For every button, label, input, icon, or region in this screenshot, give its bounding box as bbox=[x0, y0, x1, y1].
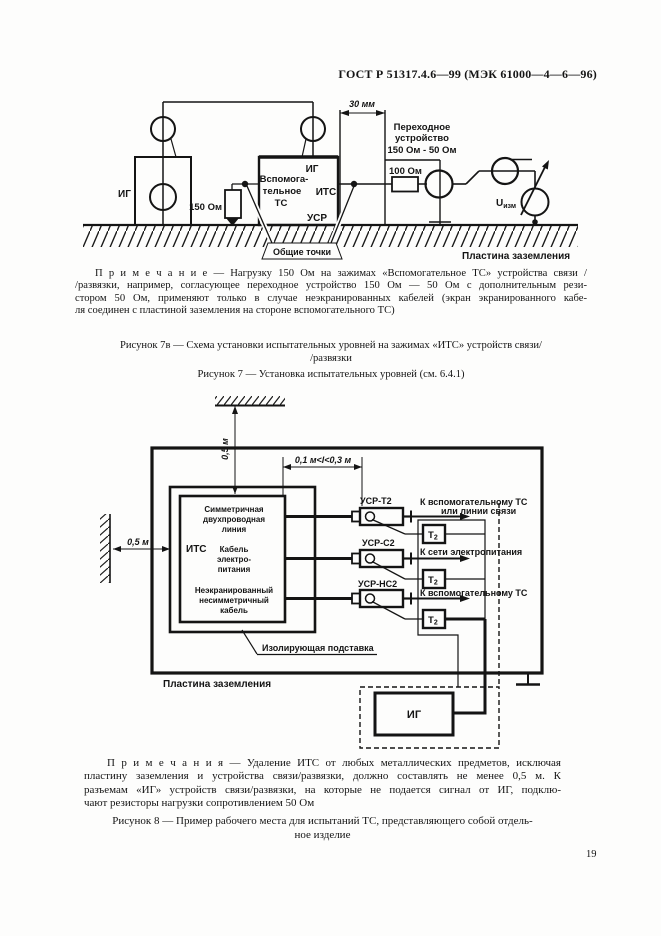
label-usr-ns2: УСР-НС2 bbox=[358, 579, 398, 589]
dimension-ceiling bbox=[232, 406, 238, 494]
figure7v-note bbox=[75, 268, 587, 318]
note-line: чают резисторы нагрузки сопротивлением 50 Ом bbox=[84, 797, 315, 810]
label-its-8: ИТС bbox=[186, 544, 207, 555]
t2-sub: 2 bbox=[433, 534, 438, 542]
figure8-notes bbox=[84, 757, 561, 811]
note-line: стором 50 Ом, применяют только в случае неэкранированных кабелей (экран экранированного кабе- bbox=[75, 292, 587, 304]
label-usr-port: УСР bbox=[306, 213, 328, 224]
figure7v-caption bbox=[75, 340, 587, 365]
caption-line: Рисунок 8 — Пример рабочего места для испытаний ТС, представляющего собой отдель- bbox=[112, 815, 533, 827]
note-line: разъемам «ИГ» устройств связи/развязки, на которые не подается сигнал от ИГ, подклю- bbox=[84, 783, 561, 796]
figure8-caption bbox=[84, 815, 561, 842]
label-its-port: ИТС bbox=[315, 187, 337, 198]
label-common-points: Общие точки bbox=[272, 247, 332, 257]
label-aux-2: тельное bbox=[262, 186, 302, 197]
note-line: /развязки, например, согласующее переходное устройство 150 Ом — 50 Ом с дополнительным рези- bbox=[75, 280, 587, 292]
label-sym-line-2: двухпроводная bbox=[202, 515, 266, 524]
note-line: П р и м е ч а н и я — Удаление ИТС от любых металлических предметов, исключая bbox=[107, 757, 561, 769]
figure-8-diagram bbox=[0, 385, 661, 763]
label-power-cable-1: Кабель bbox=[219, 545, 249, 554]
earth-symbol bbox=[516, 673, 540, 685]
cable-type-labels bbox=[195, 505, 273, 615]
label-aux-1: Вспомога- bbox=[259, 174, 309, 185]
label-dim-length: 0,1 м<l<0,3 м bbox=[294, 455, 352, 465]
u-izm-sub: изм bbox=[503, 203, 517, 210]
t2-base: Т bbox=[428, 530, 434, 541]
cables bbox=[285, 517, 352, 599]
auxiliary-tc-box bbox=[259, 117, 338, 225]
label-transition-1: Переходное bbox=[393, 122, 451, 133]
u-izm-base: U bbox=[496, 198, 504, 209]
t2-sub: 2 bbox=[433, 619, 438, 627]
label-to-comm-line: или линии связи bbox=[441, 506, 517, 516]
label-aux-3: ТС bbox=[274, 198, 288, 209]
label-sym-line-1: Симметричная bbox=[204, 505, 264, 514]
voltmeter bbox=[521, 160, 549, 216]
wall-hatch bbox=[100, 514, 110, 583]
label-unshielded-3: кабель bbox=[220, 606, 248, 615]
transition-device bbox=[392, 158, 518, 198]
caption-line: Рисунок 7в — Схема установки испытательных уровней на зажимах «ИТС» устройств связи/ bbox=[120, 340, 542, 351]
dimension-30mm bbox=[340, 110, 385, 116]
label-dim-30mm: 30 мм bbox=[349, 99, 375, 109]
label-to-aux-tc-1: К вспомогательному ТС bbox=[420, 497, 528, 507]
label-power-cable-2: электро- bbox=[216, 555, 252, 564]
figure-7v-diagram bbox=[0, 90, 661, 275]
t2-base: Т bbox=[428, 575, 434, 586]
label-usr-t2: УСР-Т2 bbox=[360, 496, 392, 506]
label-unshielded-2: несимметричный bbox=[199, 596, 269, 605]
page-header: ГОСТ Р 51317.4.6—99 (МЭК 61000—4—6—96) bbox=[338, 67, 597, 81]
caption-line: /развязки bbox=[310, 352, 352, 364]
caption-line: ное изделие bbox=[294, 828, 351, 841]
t2-terminator-1 bbox=[423, 525, 445, 543]
t2-base: Т bbox=[428, 615, 434, 626]
label-to-mains: К сети электропитания bbox=[420, 547, 523, 557]
label-dim-ceiling: 0,5 м bbox=[220, 438, 230, 460]
label-ground-plate: Пластина заземления bbox=[462, 251, 571, 262]
label-power-cable-3: питания bbox=[217, 565, 251, 574]
label-150ohm: 150 Ом bbox=[189, 202, 222, 213]
label-dim-wall: 0,5 м bbox=[127, 537, 149, 547]
note-line: П р и м е ч а н и е — Нагрузку 150 Ом на зажимах «Вспомогательное ТС» устройства связи / bbox=[95, 268, 587, 279]
resistor-150 bbox=[225, 190, 241, 226]
label-usr-c2: УСР-С2 bbox=[362, 538, 395, 548]
label-transition-3: 150 Ом - 50 Ом bbox=[387, 145, 457, 156]
label-insulating-support: Изолирующая подставка bbox=[262, 643, 374, 653]
label-ground-plate-8: Пластина заземления bbox=[163, 679, 272, 690]
page-number: 19 bbox=[586, 849, 597, 860]
figure7-caption: Рисунок 7 — Установка испытательных уровней (см. 6.4.1) bbox=[197, 369, 465, 380]
t2-terminator-2 bbox=[423, 570, 445, 588]
label-ig-8: ИГ bbox=[406, 709, 422, 721]
label-u-izm bbox=[496, 198, 516, 210]
note-line: ля соединен с пластиной заземления на стороне вспомогательного ТС) bbox=[75, 305, 395, 317]
label-ig-port: ИГ bbox=[305, 164, 319, 175]
t2-sub: 2 bbox=[433, 579, 438, 587]
label-unshielded-1: Неэкранированный bbox=[194, 586, 274, 595]
ceiling-hatch bbox=[215, 396, 285, 406]
label-generator: ИГ bbox=[118, 189, 131, 200]
label-to-aux-tc-2: К вспомогательному ТС bbox=[420, 588, 528, 598]
label-transition-2: устройство bbox=[395, 133, 449, 144]
t2-terminator-3 bbox=[423, 610, 445, 628]
label-sym-line-3: линия bbox=[221, 525, 247, 534]
label-100ohm: 100 Ом bbox=[389, 166, 422, 177]
note-line: пластину заземления и устройства связи/развязки, должно составлять не менее 0,5 м. К bbox=[84, 770, 561, 783]
